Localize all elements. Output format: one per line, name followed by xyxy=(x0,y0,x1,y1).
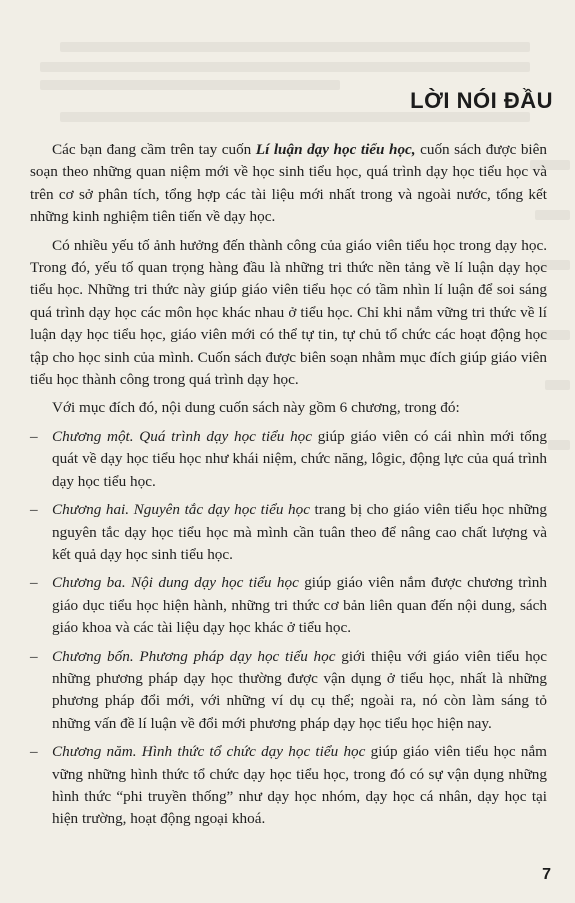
chapter-item xyxy=(30,572,547,639)
dash-marker: – xyxy=(30,647,38,665)
chapter-name: Chương năm. Hình thức tổ chức dạy học tiểu học xyxy=(52,743,366,761)
dash-marker: – xyxy=(30,427,38,445)
chapter-name: Chương hai. Nguyên tắc dạy học tiểu học xyxy=(52,501,310,519)
body-text xyxy=(30,139,547,837)
intro-paragraph-2: Có nhiều yếu tố ảnh hưởng đến thành công của giáo viên tiểu học trong dạy học. Trong đó, yếu tố quan trọng hàng đầu là những tri thức nền tảng về lí luận dạy học tiểu học. Những tri thức này giúp giáo viên tiểu học có tầm nhìn lí luận để soi sáng quá trình dạy học các môn học khác nhau ở tiểu học. Chỉ khi nắm vững tri thức về lí luận dạy học tiểu học, giáo viên mới có thể tự tin, tự chủ tổ chức các hoạt động học tập cho học sinh của mình. Cuốn sách được biên soạn nhằm mục đích giúp giáo viên tiểu học thành công trong quá trình dạy học. xyxy=(30,236,547,389)
dash-marker: – xyxy=(30,743,38,761)
chapter-description: giới thiệu với giáo viên tiểu học những phương pháp dạy học thường được vận dụng ở tiểu học, nhất là những phương pháp đổi mới, với những ví dụ cụ thể; ngoài ra, nó còn làm sáng tỏ những vấn đề lí luận về đổi mới phương pháp dạy học tiểu học hiện nay. xyxy=(52,647,548,732)
dash-marker: – xyxy=(30,574,38,592)
chapter-description: giúp giáo viên nắm được chương trình giáo dục tiểu học hiện hành, những tri thức cơ bản liên quan đến nội dung, sách giáo khoa và các tài liệu dạy học khác ở tiểu học. xyxy=(52,574,547,637)
dash-marker: – xyxy=(30,501,38,519)
intro-p1-rest: cuốn sách được biên soạn theo những quan niệm mới về học sinh tiểu học, quá trình dạy học tiểu học và trên cơ sở phân tích, tổng hợp các tài liệu mới nhất trong và ngoài nước, tổng kết những kinh nghiệm tiên tiến về dạy học. xyxy=(30,141,547,226)
chapter-item xyxy=(30,646,547,736)
intro-paragraph-1 xyxy=(30,139,547,229)
intro-p1-lead: Các bạn đang cầm trên tay cuốn xyxy=(52,141,256,158)
chapter-item xyxy=(30,499,547,566)
chapter-item xyxy=(30,426,547,493)
chapter-name: Chương bốn. Phương pháp dạy học tiểu học xyxy=(52,647,336,665)
chapter-description: giúp giáo viên tiểu học nắm vững những hình thức tổ chức dạy học tiểu học, trong đó có sự vận dụng những hình thức “phi truyền thống” như dạy học nhóm, dạy học cá nhân, dạy học tại hiện trường, hoạt động ngoại khoá. xyxy=(52,743,547,828)
chapter-item xyxy=(30,741,547,831)
book-title: Lí luận dạy học tiểu học, xyxy=(255,141,416,158)
intro-paragraph-3: Với mục đích đó, nội dung cuốn sách này gồm 6 chương, trong đó: xyxy=(52,399,460,417)
page-number: 7 xyxy=(542,866,551,883)
chapter-description: trang bị cho giáo viên tiểu học những nguyên tắc dạy học tiểu học mà mình cần tuân theo để nâng cao chất lượng và kết quả dạy học sinh tiểu học. xyxy=(52,501,547,563)
chapter-name: Chương một. Quá trình dạy học tiểu học xyxy=(52,427,313,445)
page-title: LỜI NÓI ĐẦU xyxy=(410,88,553,113)
chapter-description: giúp giáo viên có cái nhìn mới tổng quát về dạy học tiểu học như khái niệm, chức năng, lôgic, động lực của quá trình dạy học tiểu học. xyxy=(52,427,547,490)
chapter-name: Chương ba. Nội dung dạy học tiểu học xyxy=(52,574,299,592)
